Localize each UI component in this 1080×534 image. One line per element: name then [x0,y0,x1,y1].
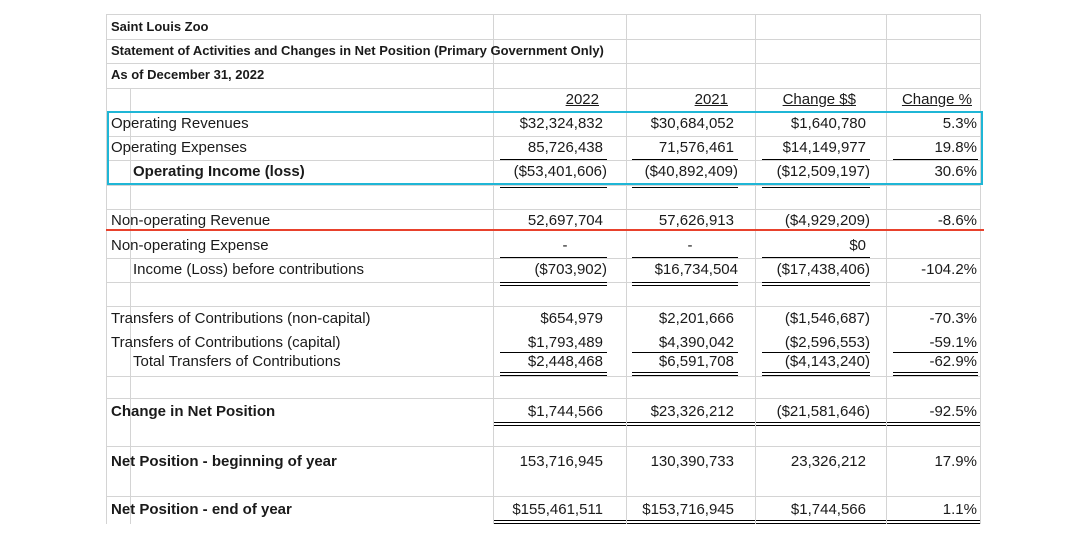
cell-change-percent: -8.6% [937,212,977,229]
cell-change-percent [886,234,977,258]
total-double-rule [632,372,738,376]
cell-2022: $155,461,511 [512,501,603,518]
operating-highlight-box [107,111,983,185]
cell-change-percent: 19.8% [934,139,977,156]
row-label: Change in Net Position [111,403,276,420]
cell-change-percent: 1.1% [942,501,977,518]
cell-change-dollars: ($2,596,553) [784,334,870,351]
row-label: Transfers of Contributions (capital) [111,334,341,351]
cell-2022: 85,726,438 [527,139,603,156]
cell-2022: $1,744,566 [527,403,603,420]
row-label: Net Position - beginning of year [111,453,337,470]
cell-change-dollars: $0 [849,237,866,254]
cell-2021: $153,716,945 [642,501,734,518]
cell-2021: $23,326,212 [650,403,734,420]
total-double-rule [632,282,738,286]
total-double-rule [494,422,626,426]
cell-2021: ($40,892,409) [644,163,738,180]
org-title: Saint Louis Zoo [111,19,209,34]
cell-2021: 71,576,461 [658,139,734,156]
cell-change-dollars: $1,744,566 [790,501,866,518]
cell-change-percent: -59.1% [929,334,977,351]
row-label: Transfers of Contributions (non-capital) [111,310,371,327]
cell-2022: $1,793,489 [527,334,603,351]
total-double-rule [887,520,980,524]
cell-2022: ($703,902) [534,261,607,278]
cell-change-percent: -70.3% [929,310,977,327]
as-of-date: As of December 31, 2022 [111,67,265,82]
cell-2022: $2,448,468 [527,353,603,370]
cell-change-percent: 5.3% [942,115,977,132]
total-double-rule [762,372,870,376]
gridline-h [106,398,980,399]
total-double-rule [500,282,607,286]
total-double-rule [500,372,607,376]
cell-2021: $6,591,708 [658,353,734,370]
cell-2022: ($53,401,606) [513,163,607,180]
row-label: Operating Expenses [111,139,247,156]
cell-2021: $16,734,504 [654,261,738,278]
gridline-v [106,14,107,524]
cell-2022: 52,697,704 [527,212,603,229]
cell-change-dollars: 23,326,212 [790,453,866,470]
cell-change-dollars: ($17,438,406) [776,261,870,278]
total-double-rule [756,422,886,426]
cell-2021: 130,390,733 [650,453,734,470]
cell-change-percent: -62.9% [929,353,977,370]
cell-change-dollars: $14,149,977 [782,139,866,156]
column-header-2022: 2022 [565,91,599,108]
cell-change-dollars: $1,640,780 [790,115,866,132]
gridline-h [106,446,980,447]
cell-change-dollars: ($21,581,646) [776,403,870,420]
row-label: Operating Revenues [111,115,249,132]
statement-title: Statement of Activities and Changes in Net Position (Primary Government Only) [111,43,604,58]
row-label: Total Transfers of Contributions [133,353,341,370]
row-label: Non-operating Revenue [111,212,271,229]
cell-2021: $30,684,052 [650,115,734,132]
cell-change-percent: 30.6% [934,163,977,180]
row-label: Income (Loss) before contributions [133,261,364,278]
cell-2021: - [687,237,693,254]
gridline-v [980,14,981,524]
cell-change-percent: 17.9% [934,453,977,470]
cell-2022: $654,979 [540,310,603,327]
cell-2022: - [562,237,568,254]
total-double-rule [756,520,886,524]
cell-change-dollars: ($1,546,687) [784,310,870,327]
total-double-rule [893,372,978,376]
cell-change-dollars: ($4,143,240) [784,353,870,370]
row-label: Net Position - end of year [111,501,292,518]
cell-2022: 153,716,945 [519,453,603,470]
column-header-change-dollars: Change $$ [782,91,856,108]
red-divider-line [106,229,984,231]
cell-change-percent: -104.2% [921,261,977,278]
total-double-rule [627,520,755,524]
gridline-h [106,376,980,377]
column-header-2021: 2021 [694,91,728,108]
column-header-change-percent: Change % [901,91,972,108]
total-double-rule [494,520,626,524]
total-double-rule [762,282,870,286]
row-label: Operating Income (loss) [133,163,305,180]
total-double-rule [627,422,755,426]
cell-change-dollars: ($4,929,209) [784,212,870,229]
gridline-h [106,496,980,497]
total-double-rule [887,422,980,426]
cell-change-percent: -92.5% [929,403,977,420]
cell-2022: $32,324,832 [519,115,603,132]
cell-2021: $2,201,666 [658,310,734,327]
cell-2021: $4,390,042 [658,334,734,351]
row-label: Non-operating Expense [111,237,269,254]
cell-2021: 57,626,913 [658,212,734,229]
cell-change-dollars: ($12,509,197) [776,163,870,180]
